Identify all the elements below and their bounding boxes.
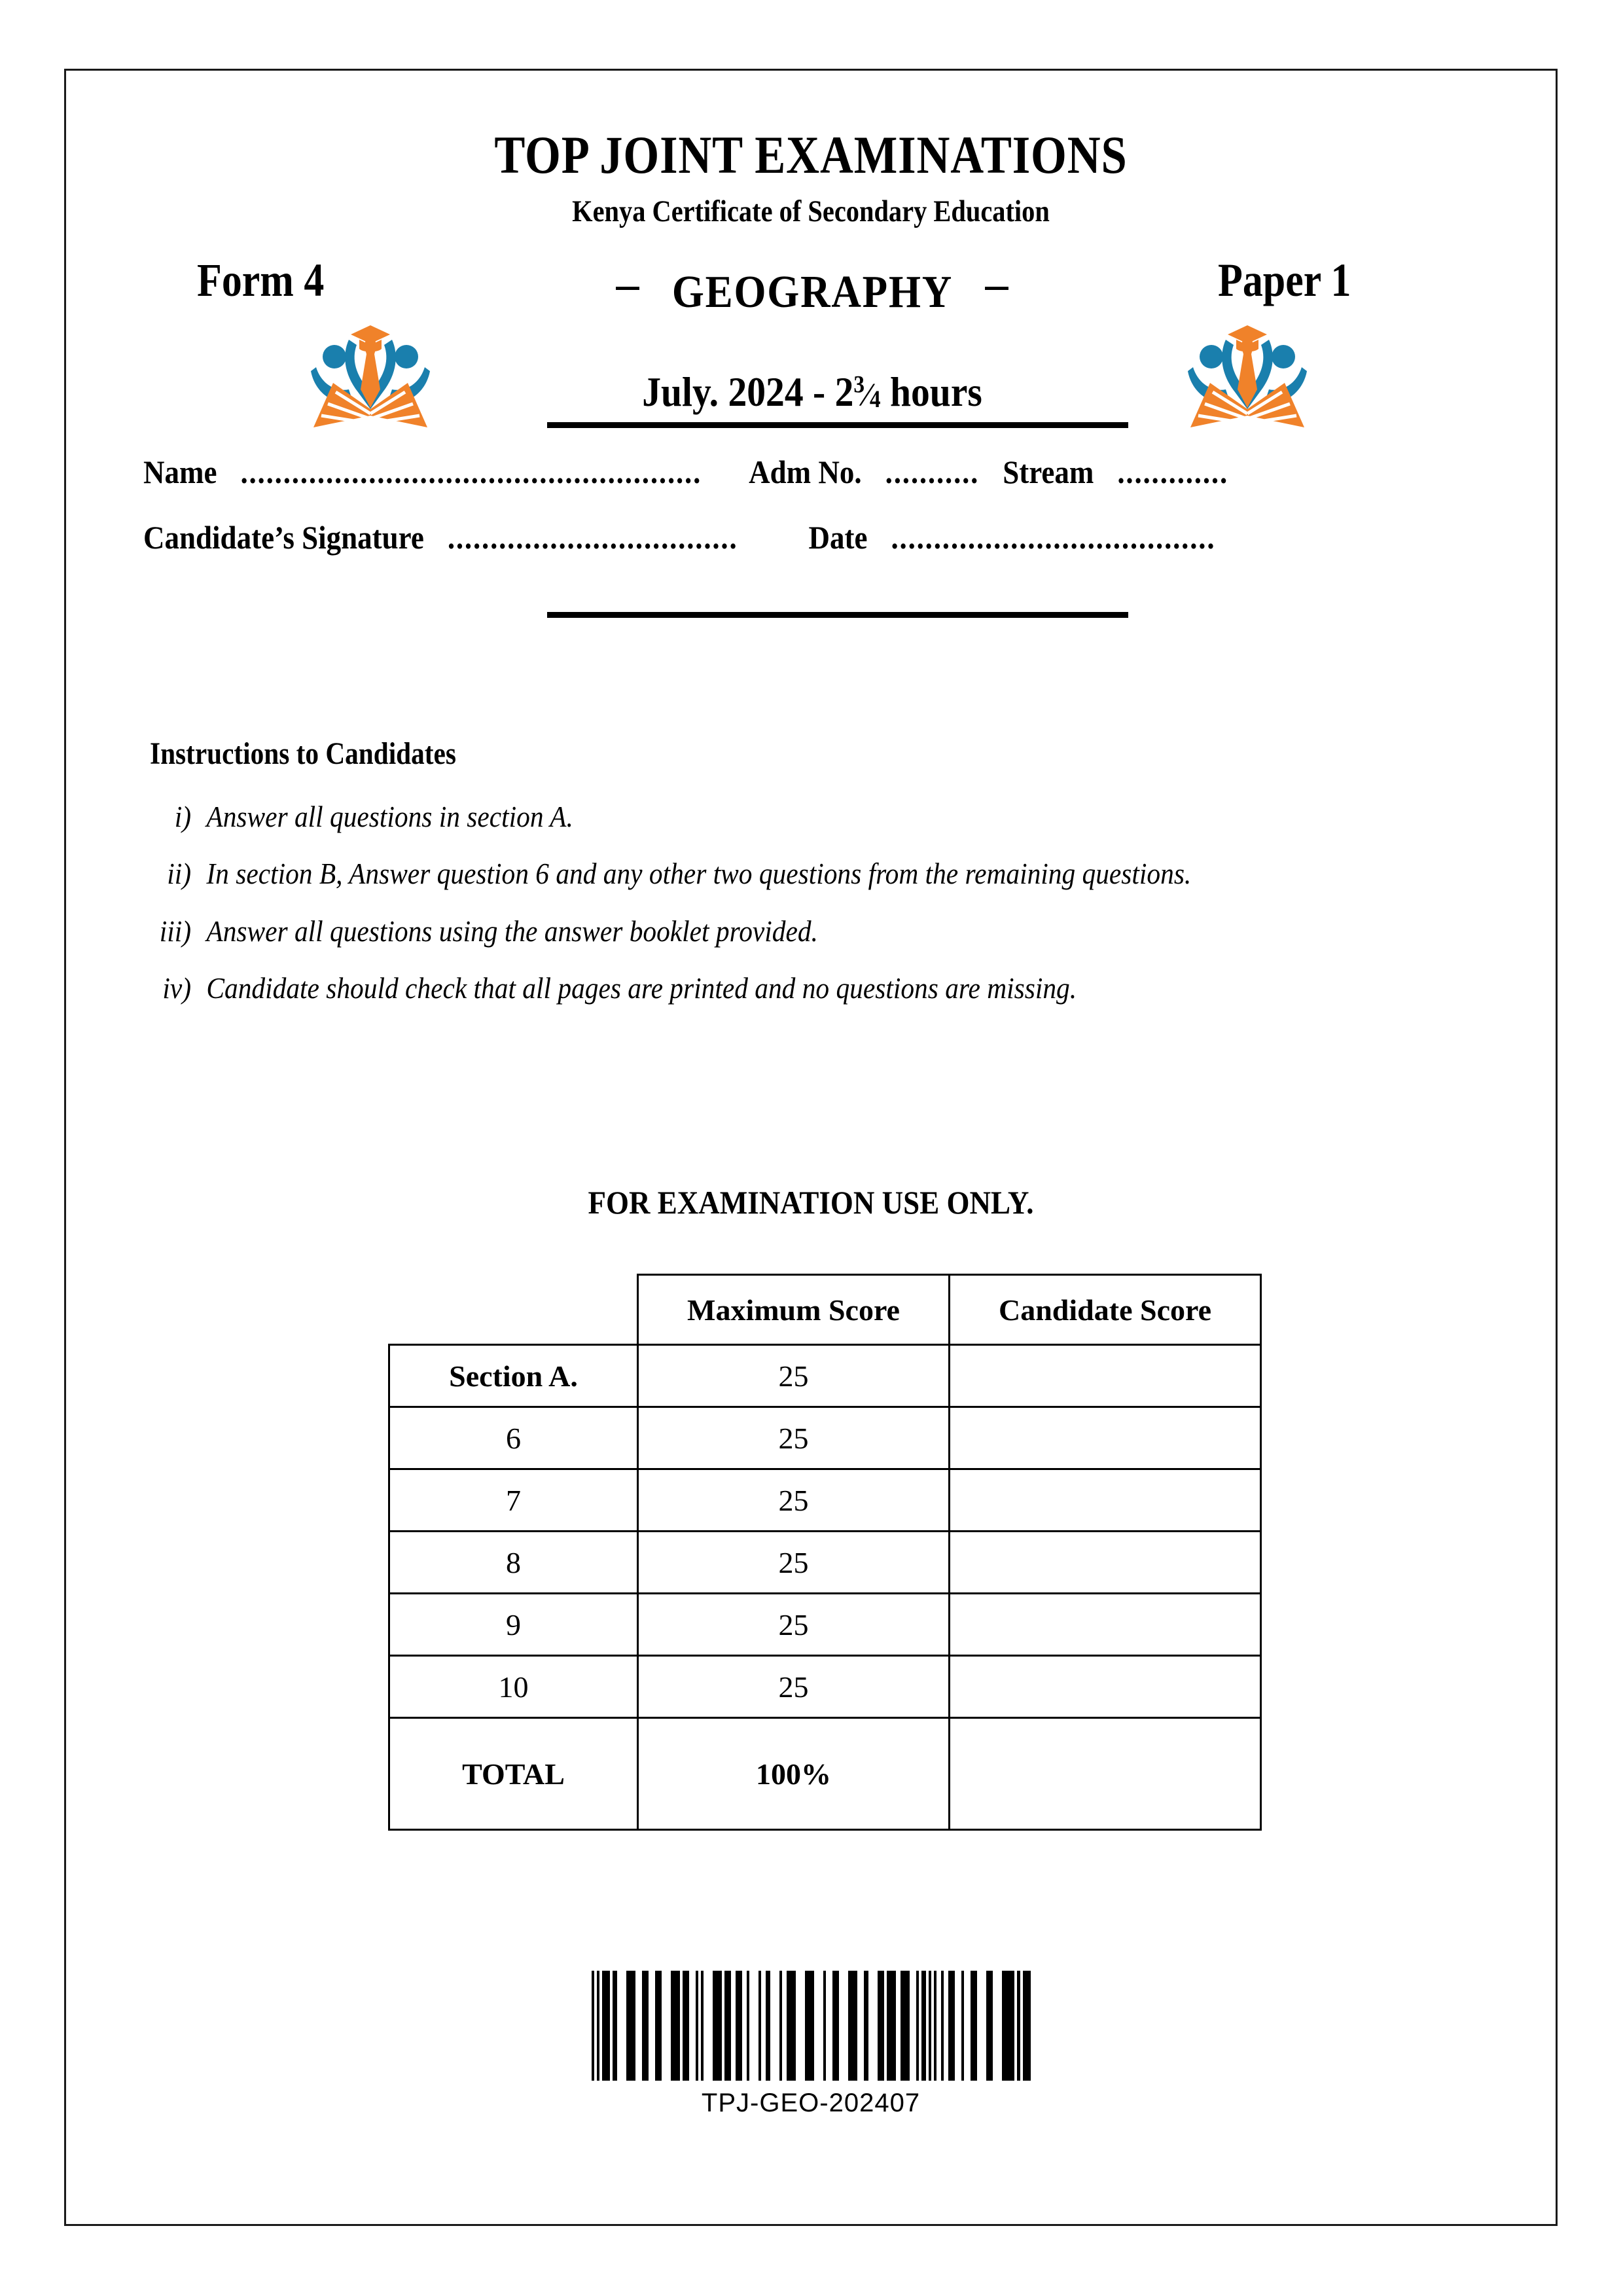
instruction-text: Answer all questions using the answer booklet provided. bbox=[206, 914, 818, 948]
instruction-text: Candidate should check that all pages are printed and no questions are missing. bbox=[206, 971, 1077, 1005]
row-maximum-score: 25 bbox=[638, 1407, 950, 1469]
barcode-text: TPJ-GEO-202407 bbox=[701, 2089, 921, 2117]
fraction-slash-icon: ⁄ bbox=[865, 376, 870, 414]
table-corner-cell bbox=[389, 1275, 638, 1345]
row-label: 7 bbox=[389, 1469, 638, 1532]
instruction-item bbox=[150, 795, 1399, 838]
dash-right-icon: – bbox=[985, 259, 1008, 310]
score-table-container bbox=[388, 1274, 1260, 1831]
date-input[interactable]: ...................................... bbox=[891, 519, 1216, 556]
signature-field-row bbox=[143, 521, 1262, 586]
stream-input[interactable]: ............. bbox=[1117, 454, 1229, 490]
row-candidate-score[interactable] bbox=[950, 1532, 1261, 1594]
row-maximum-score: 25 bbox=[638, 1532, 950, 1594]
candidate-details-fields bbox=[143, 456, 1387, 586]
date-label: Date bbox=[808, 519, 868, 556]
total-candidate-score[interactable] bbox=[950, 1718, 1261, 1830]
subject-row bbox=[66, 234, 1556, 437]
row-candidate-score[interactable] bbox=[950, 1407, 1261, 1469]
stream-label: Stream bbox=[1003, 454, 1094, 490]
row-candidate-score[interactable] bbox=[950, 1345, 1261, 1407]
fraction-denominator: 4 bbox=[869, 386, 881, 413]
school-logo-icon bbox=[302, 311, 439, 442]
exam-subtitle: Kenya Certificate of Secondary Education bbox=[572, 194, 1050, 228]
table-header-row bbox=[389, 1275, 1261, 1345]
paper-number-label: Paper 1 bbox=[1218, 254, 1351, 306]
exam-duration-suffix: hours bbox=[880, 368, 982, 415]
dash-left-icon: – bbox=[616, 259, 639, 310]
row-candidate-score[interactable] bbox=[950, 1594, 1261, 1656]
name-label: Name bbox=[143, 454, 217, 490]
instruction-number: iv) bbox=[162, 971, 191, 1005]
subject-line bbox=[459, 259, 1166, 319]
table-row bbox=[389, 1532, 1261, 1594]
instruction-text: In section B, Answer question 6 and any other two questions from the remaining questions. bbox=[206, 857, 1192, 891]
barcode-icon bbox=[592, 1971, 1031, 2081]
table-row bbox=[389, 1469, 1261, 1532]
school-logo-icon bbox=[1179, 311, 1316, 442]
row-label: Section A. bbox=[389, 1345, 638, 1407]
instructions-block bbox=[150, 736, 1459, 1024]
signature-input[interactable]: .................................. bbox=[447, 519, 738, 556]
instruction-item bbox=[150, 967, 1399, 1009]
table-row bbox=[389, 1407, 1261, 1469]
row-candidate-score[interactable] bbox=[950, 1656, 1261, 1718]
instruction-number: ii) bbox=[167, 857, 191, 891]
row-maximum-score: 25 bbox=[638, 1594, 950, 1656]
exam-date-prefix: July. 2024 - 2 bbox=[642, 368, 854, 415]
row-maximum-score: 25 bbox=[638, 1656, 950, 1718]
subject-name: GEOGRAPHY bbox=[671, 267, 953, 317]
form-level-label: Form 4 bbox=[197, 254, 325, 306]
row-label: 10 bbox=[389, 1656, 638, 1718]
total-maximum-score: 100% bbox=[638, 1718, 950, 1830]
instruction-item bbox=[150, 910, 1399, 952]
instruction-number: i) bbox=[174, 800, 191, 833]
header-block bbox=[66, 71, 1556, 437]
exam-date-duration bbox=[494, 368, 1130, 416]
column-header-candidate-score: Candidate Score bbox=[950, 1275, 1261, 1345]
table-row bbox=[389, 1345, 1261, 1407]
header-divider-top bbox=[547, 422, 1128, 428]
signature-label: Candidate’s Signature bbox=[143, 519, 424, 556]
table-row bbox=[389, 1594, 1261, 1656]
name-field-row bbox=[143, 456, 1262, 521]
page-title: TOP JOINT EXAMINATIONS bbox=[494, 125, 1128, 185]
column-header-maximum-score: Maximum Score bbox=[638, 1275, 950, 1345]
score-table bbox=[388, 1274, 1262, 1831]
name-input[interactable]: ...................................................... bbox=[240, 454, 702, 490]
table-row bbox=[389, 1656, 1261, 1718]
row-label: 6 bbox=[389, 1407, 638, 1469]
instruction-item bbox=[150, 852, 1399, 895]
barcode-block bbox=[66, 1962, 1556, 2118]
row-label: 8 bbox=[389, 1532, 638, 1594]
table-total-row bbox=[389, 1718, 1261, 1830]
exam-cover-page bbox=[64, 69, 1558, 2226]
fraction-numerator: 3 bbox=[853, 371, 865, 399]
row-maximum-score: 25 bbox=[638, 1345, 950, 1407]
header-divider-bottom bbox=[547, 612, 1128, 618]
instructions-heading: Instructions to Candidates bbox=[150, 736, 456, 771]
row-candidate-score[interactable] bbox=[950, 1469, 1261, 1532]
adm-no-input[interactable]: ........... bbox=[885, 454, 980, 490]
adm-no-label: Adm No. bbox=[749, 454, 862, 490]
instruction-number: iii) bbox=[159, 914, 191, 948]
exam-use-only-heading: FOR EXAMINATION USE ONLY. bbox=[588, 1184, 1034, 1221]
instruction-text: Answer all questions in section A. bbox=[206, 800, 573, 833]
row-maximum-score: 25 bbox=[638, 1469, 950, 1532]
total-label: TOTAL bbox=[389, 1718, 638, 1830]
row-label: 9 bbox=[389, 1594, 638, 1656]
